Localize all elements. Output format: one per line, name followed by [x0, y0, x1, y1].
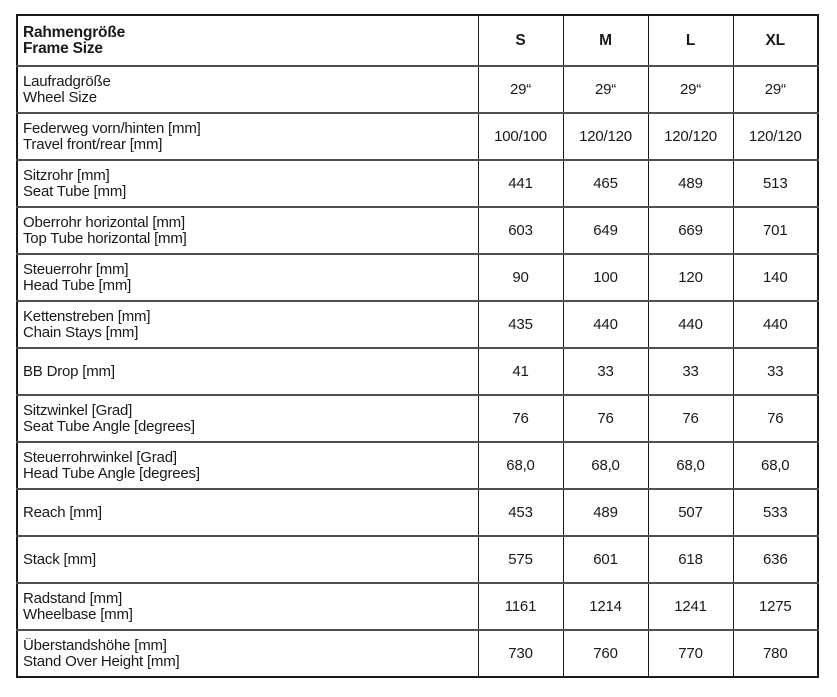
- spec-value-s: 41: [478, 348, 563, 395]
- spec-label-cell: [17, 583, 478, 630]
- spec-label-en: Head Tube Angle [degrees]: [23, 465, 200, 481]
- spec-value-xl: 68,0: [733, 442, 818, 489]
- spec-value-s: 441: [478, 160, 563, 207]
- spec-label-en: Travel front/rear [mm]: [23, 136, 163, 152]
- spec-value-xl: 1275: [733, 583, 818, 630]
- spec-value-xl: 29“: [733, 66, 818, 113]
- spec-label-cell: [17, 348, 478, 395]
- spec-value-l: 29“: [648, 66, 733, 113]
- table-row: [17, 583, 818, 630]
- header-label-cell: [17, 15, 478, 66]
- table-row: [17, 395, 818, 442]
- spec-label-de: Radstand [mm]: [23, 591, 123, 607]
- spec-value-xl: 33: [733, 348, 818, 395]
- spec-value-s: 603: [478, 207, 563, 254]
- spec-value-xl: 780: [733, 630, 818, 677]
- spec-label-de: Reach [mm]: [23, 504, 102, 521]
- table-row: [17, 207, 818, 254]
- spec-value-s: 100/100: [478, 113, 563, 160]
- spec-value-l: 669: [648, 207, 733, 254]
- spec-label-cell: [17, 207, 478, 254]
- spec-value-s: 68,0: [478, 442, 563, 489]
- spec-label-de: Oberrohr horizontal [mm]: [23, 215, 185, 231]
- spec-label-cell: [17, 395, 478, 442]
- spec-label-de: Kettenstreben [mm]: [23, 309, 151, 325]
- spec-label-cell: [17, 489, 478, 536]
- spec-label-en: Wheelbase [mm]: [23, 606, 133, 622]
- spec-label-en: Stand Over Height [mm]: [23, 653, 180, 669]
- spec-value-xl: 140: [733, 254, 818, 301]
- spec-value-m: 76: [563, 395, 648, 442]
- spec-value-xl: 533: [733, 489, 818, 536]
- spec-value-s: 435: [478, 301, 563, 348]
- spec-value-m: 68,0: [563, 442, 648, 489]
- spec-label-en: Seat Tube Angle [degrees]: [23, 418, 195, 434]
- spec-value-m: 120/120: [563, 113, 648, 160]
- spec-value-l: 76: [648, 395, 733, 442]
- spec-value-m: 440: [563, 301, 648, 348]
- header-label-de: Rahmengröße: [23, 24, 126, 41]
- spec-value-l: 120/120: [648, 113, 733, 160]
- spec-value-m: 33: [563, 348, 648, 395]
- spec-value-l: 507: [648, 489, 733, 536]
- size-column-header-m: M: [563, 15, 648, 66]
- spec-value-xl: 701: [733, 207, 818, 254]
- spec-label-de: Überstandshöhe [mm]: [23, 638, 167, 654]
- spec-value-xl: 636: [733, 536, 818, 583]
- frame-size-table: [16, 14, 819, 678]
- spec-label-cell: [17, 66, 478, 113]
- spec-label-de: BB Drop [mm]: [23, 363, 115, 380]
- spec-label-cell: [17, 442, 478, 489]
- spec-label-en: Top Tube horizontal [mm]: [23, 230, 187, 246]
- spec-label-cell: [17, 301, 478, 348]
- header-label-en: Frame Size: [23, 40, 103, 57]
- spec-value-s: 575: [478, 536, 563, 583]
- spec-value-m: 649: [563, 207, 648, 254]
- spec-value-s: 730: [478, 630, 563, 677]
- spec-label-en: Head Tube [mm]: [23, 277, 132, 293]
- spec-value-l: 1241: [648, 583, 733, 630]
- table-row: [17, 66, 818, 113]
- spec-value-s: 90: [478, 254, 563, 301]
- spec-value-l: 68,0: [648, 442, 733, 489]
- spec-value-xl: 76: [733, 395, 818, 442]
- header-row: [17, 15, 818, 66]
- table-row: [17, 442, 818, 489]
- spec-value-xl: 513: [733, 160, 818, 207]
- spec-table-body: [17, 15, 818, 677]
- spec-value-m: 1214: [563, 583, 648, 630]
- size-column-header-l: L: [648, 15, 733, 66]
- spec-value-l: 618: [648, 536, 733, 583]
- spec-value-l: 440: [648, 301, 733, 348]
- table-row: [17, 536, 818, 583]
- spec-value-m: 100: [563, 254, 648, 301]
- spec-label-cell: [17, 254, 478, 301]
- table-row: [17, 113, 818, 160]
- spec-label-de: Stack [mm]: [23, 551, 97, 568]
- spec-label-de: Steuerrohrwinkel [Grad]: [23, 450, 177, 466]
- table-row: [17, 630, 818, 677]
- spec-label-en: Seat Tube [mm]: [23, 183, 127, 199]
- table-row: [17, 348, 818, 395]
- spec-label-cell: [17, 160, 478, 207]
- spec-value-m: 29“: [563, 66, 648, 113]
- spec-value-s: 453: [478, 489, 563, 536]
- spec-value-xl: 440: [733, 301, 818, 348]
- spec-label-de: Sitzrohr [mm]: [23, 168, 110, 184]
- spec-value-m: 465: [563, 160, 648, 207]
- spec-label-de: Laufradgröße: [23, 74, 111, 90]
- spec-label-en: Wheel Size: [23, 89, 97, 105]
- spec-value-m: 601: [563, 536, 648, 583]
- spec-label-cell: [17, 536, 478, 583]
- spec-value-l: 33: [648, 348, 733, 395]
- table-row: [17, 160, 818, 207]
- spec-value-l: 489: [648, 160, 733, 207]
- spec-label-en: Chain Stays [mm]: [23, 324, 139, 340]
- size-column-header-s: S: [478, 15, 563, 66]
- spec-value-s: 1161: [478, 583, 563, 630]
- table-row: [17, 254, 818, 301]
- spec-label-de: Sitzwinkel [Grad]: [23, 403, 133, 419]
- spec-label-de: Federweg vorn/hinten [mm]: [23, 121, 201, 137]
- spec-value-s: 76: [478, 395, 563, 442]
- spec-value-m: 489: [563, 489, 648, 536]
- size-column-header-xl: XL: [733, 15, 818, 66]
- spec-value-l: 120: [648, 254, 733, 301]
- spec-label-cell: [17, 113, 478, 160]
- spec-value-m: 760: [563, 630, 648, 677]
- table-row: [17, 301, 818, 348]
- spec-value-l: 770: [648, 630, 733, 677]
- spec-value-s: 29“: [478, 66, 563, 113]
- spec-label-cell: [17, 630, 478, 677]
- spec-value-xl: 120/120: [733, 113, 818, 160]
- table-row: [17, 489, 818, 536]
- spec-label-de: Steuerrohr [mm]: [23, 262, 129, 278]
